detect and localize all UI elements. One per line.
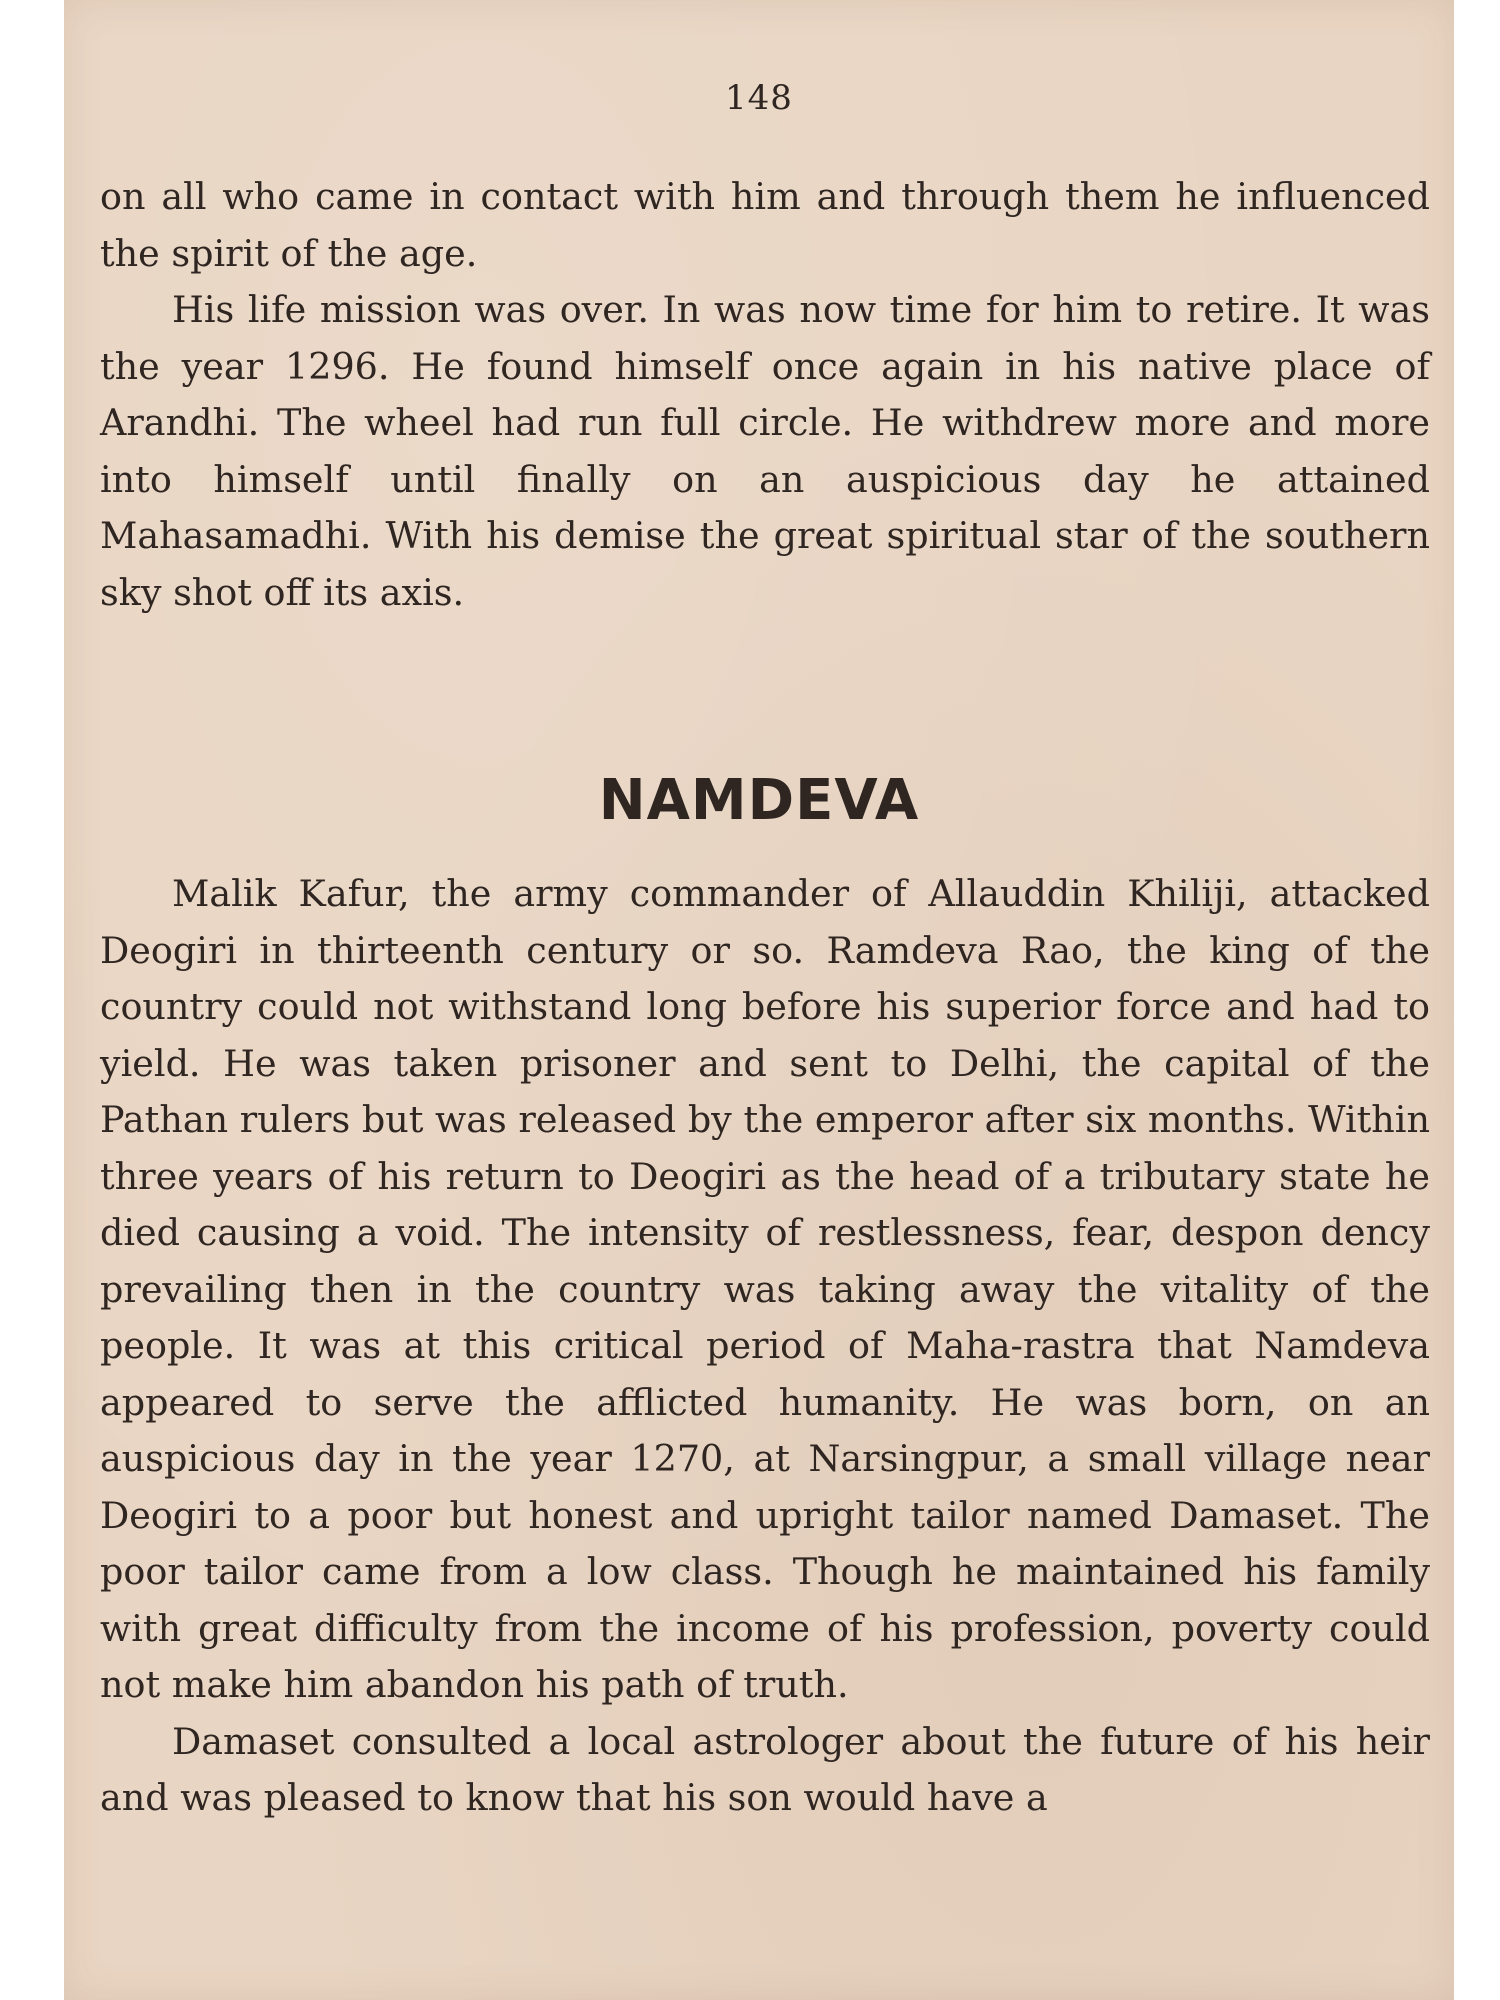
namdeva-section-text	[100, 866, 1430, 1827]
book-page	[64, 0, 1454, 2000]
paragraph: His life mission was over. In was now time for him to retire. It was the year 1296. He found himself once again in his native place of Arandhi. The wheel had run full circle. He withdrew more and more into himself until finally on an auspicious day he attained Mahasamadhi. With his demise the great spiritual star of the southern sky shot off its axis.	[100, 288, 1430, 614]
previous-section-text	[100, 169, 1430, 621]
paragraph-continued: on all who came in contact with him and through them he influenced the spirit of the age.	[100, 175, 1430, 275]
paragraph: Malik Kafur, the army commander of Allauddin Khiliji, attacked Deogiri in thirteenth century or so. Ramdeva Rao, the king of the country could not withstand long before his superior force and had to yield. He was taken prisoner and sent to Delhi, the capital of the Pathan rulers but was released by the emperor after six months. Within three years of his return to Deogiri as the head of a tributary state he died causing a void. The intensity of restlessness, fear, despon dency prevailing then in the country was taking away the vitality of the people. It was at this critical period of Maha-rastra that Namdeva appeared to serve the afflicted humanity. He was born, on an auspicious day in the year 1270, at Narsingpur, a small village near Deogiri to a poor but honest and upright tailor named Damaset. The poor tailor came from a low class. Though he maintained his family with great difficulty from the income of his profession, poverty could not make him abandon his path of truth.	[100, 872, 1430, 1706]
paragraph: Damaset consulted a local astrologer about the future of his heir and was pleased to know that his son would have a	[100, 1719, 1430, 1819]
page-number: 148	[725, 78, 793, 118]
section-heading: NAMDEVA	[598, 768, 920, 833]
